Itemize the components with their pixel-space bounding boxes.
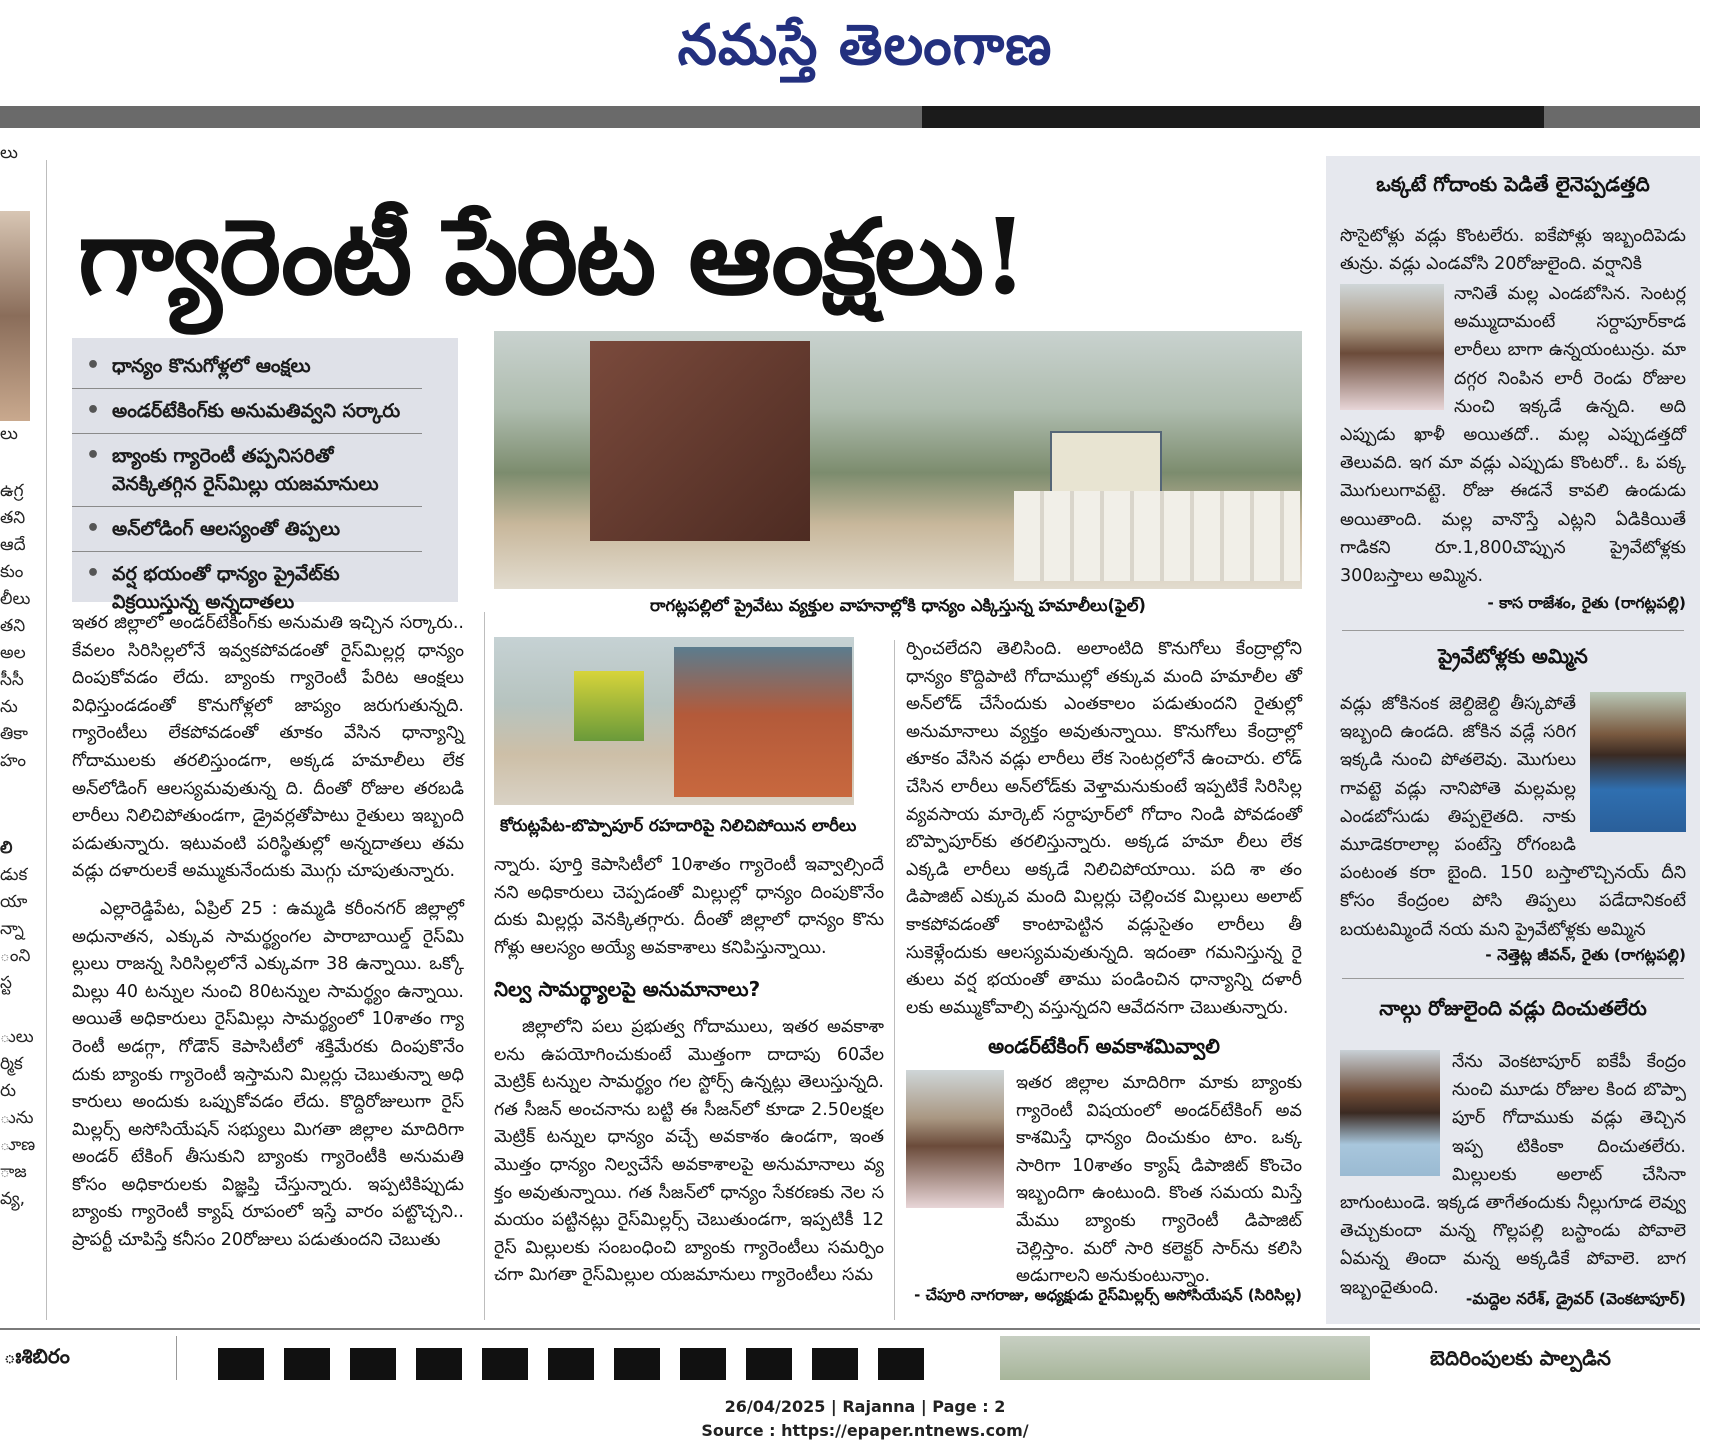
farmer-voices-sidebar (1326, 156, 1700, 1324)
left-adjacent-column (0, 140, 46, 1320)
sidebar-quote (1340, 280, 1686, 590)
photo-lorry-shape (574, 671, 644, 741)
left-column-text-line: ూణ (0, 1135, 36, 1155)
source-link[interactable]: Source : https://epaper.ntnews.com/ (701, 1421, 1029, 1440)
left-column-text-line: స్ట (0, 973, 12, 993)
sidebar-divider (1342, 978, 1684, 979)
header-bar (0, 106, 1700, 128)
left-column-text-line: అల (0, 643, 26, 663)
photo-truck-shape (590, 341, 810, 541)
masthead (0, 0, 1730, 96)
header-bar-dark-segment (922, 106, 1544, 128)
highlight-item: • వర్ష భయంతో ధాన్యం ప్రైవేట్‌కు విక్రయిస్తున్న అన్నదాతలు (72, 552, 422, 624)
sidebar-heading: ప్రైవేటోళ్లకు అమ్మిన (1438, 644, 1588, 668)
sidebar-quote-text: వడ్లు జోకినంక జెల్దిజెల్ది తీస్కపోతే ఇబ్బంది ఉండది. జోకిన వడ్లే సరిగ ఇక్కడి నుంచి పోతలెవు. మొగులు గావట్టె వడ్లు నానిపోతె మల్లమల్ల ఎండబోసుడు తిప్పలైతది. నాకు మూడెకరాలాల్ల పంటేస్తె రోగంబడి పంటంత కరా బైంది. 150 బస్తాలొచ్చినయ్ దీని కోసం కేంద్రంల పోసి తిప్పలు పడేదానికంటే బయటమ్మిందే నయ మని ప్రైవేటోళ్లకు అమ్మిన (1340, 694, 1686, 940)
newspaper-logo: నమస్తే తెలంగాణ (677, 12, 1053, 78)
article-subheading: అండర్‌టేకింగ్ అవకాశమివ్వాలి (988, 1034, 1220, 1058)
quote-signature: - చేపూరి నాగరాజు, అధ్యక్షుడు రైస్‌మిల్లర్స్ అసోసియేషన్ (సిరిసిల్ల) (914, 1286, 1302, 1304)
left-column-text-line: తని (0, 508, 26, 528)
left-column-text-line: రు (0, 1081, 16, 1101)
left-column-text-line: ును (0, 1108, 34, 1128)
photo-sacks-shape (1014, 491, 1300, 581)
next-headline-cut-shape (218, 1348, 938, 1380)
left-column-text-line: ాజ (0, 1162, 27, 1182)
epaper-footer (0, 1395, 1730, 1443)
left-column-text-line: వ్య, (0, 1189, 26, 1209)
left-column-text-line: యా (0, 892, 28, 912)
left-column-text-line: ర్మిక (0, 1054, 23, 1074)
article-subheading: నిల్వ సామర్థ్యాలపై అనుమానాలు? (494, 977, 761, 1002)
photo-stalled-lorries (494, 637, 854, 805)
left-column-text-line: న్నా (0, 919, 24, 939)
sidebar-quote (1340, 1048, 1686, 1302)
left-column-text-line: ను (0, 697, 18, 717)
article-column-2 (494, 852, 884, 1290)
column-divider (894, 640, 895, 1320)
photo-caption-lorries: కోరుట్లపేట-బొప్పాపూర్ రహదారిపై నిలిచిపోయిన లారీలు (500, 816, 857, 835)
left-column-text-line: ఉగ్ర (0, 481, 24, 501)
column-divider (46, 160, 47, 1320)
portrait-chepuri-nagaraju (906, 1070, 1004, 1208)
lead-photo-caption: రాగట్లపల్లిలో ప్రైవేటు వ్యక్తుల వాహనాల్లోకి ధాన్యం ఎక్కిస్తున్న హమాలీలు(ఫైల్) (650, 596, 1146, 615)
sidebar-signature: -మద్దెల నరేశ్, డ్రైవర్ (వెంకటాపూర్) (1465, 1290, 1686, 1308)
photo-lorry-shape (674, 647, 852, 797)
next-article-photo (1000, 1336, 1370, 1380)
highlight-item: • అండర్‌టేకింగ్‌కు అనుమతివ్వని సర్కారు (72, 389, 422, 434)
article-headline: గ్యారెంటీ పేరిట ఆంక్షలు! (78, 195, 1026, 318)
quote-nagaraju (1016, 1070, 1302, 1291)
article-column-1 (72, 610, 464, 1255)
photo-banner-shape (1050, 431, 1162, 495)
edition-info: 26/04/2025 | Rajanna | Page : 2 (724, 1397, 1006, 1416)
article-column-3 (906, 636, 1302, 1022)
next-article-fragment: బెదిరింపులకు పాల్పడిన (1430, 1346, 1611, 1370)
article-paragraph: జిల్లాలోని పలు ప్రభుత్వ గోదాములు, ఇతర అవకాశా లను ఉపయోగించుకుంటే మొత్తంగా దాదాపు 60వేల మెట్రిక్ టన్నుల సామర్థ్యం గల స్టోర్స్ ఉన్నట్లు తెలుస్తున్నది. గత సీజన్ అంచనాను బట్టి ఈ సీజన్‌లో కూడా 2.50లక్షల మెట్రిక్ టన్నుల ధాన్యం వచ్చే అవకాశం ఉండగా, ఇంత మొత్తం ధాన్యం నిల్వచేసే అవకాశాలపై అనుమానాలు వ్య క్తం అవుతున్నాయి. గత సీజన్‌లో ధాన్యం సేకరణకు నెల స మయం పట్టినట్లు రైస్‌మిల్లర్స్ చెబుతుండగా, ఇప్పటికీ 12 రైస్ మిల్లులకు సంబంధించి బ్యాంకు గ్యారెంటీలు సమర్పిం చగా మిగతా రైస్‌మిల్లుల యజమానులు గ్యారెంటీలు సమ (494, 1016, 884, 1286)
highlights-box (72, 338, 458, 613)
float-spacer (1340, 280, 1454, 420)
sidebar-divider (1342, 630, 1684, 631)
sidebar-heading: ఒక్కటే గోదాంకు పెడితే లైనెప్పడత్తది (1376, 172, 1650, 196)
float-spacer (1340, 1048, 1452, 1186)
article-paragraph: ఇతర జిల్లాలో అండర్‌టేకింగ్‌కు అనుమతి ఇచ్చిన సర్కారు.. కేవలం సిరిసిల్లలోనే ఇవ్వకపోవడంతో రైస్‌మిల్లర్ల ధాన్యం దింపుకోవడం లేదు. బ్యాంకు గ్యారెంటీ పేరిట ఆంక్షలు విధిస్తుండడంతో కొనుగోళ్లలో జాప్యం జరుగుతున్నది. గ్యారెంటీలు లేకపోవడంతో తూకం వేసిన ధాన్యాన్ని గోదాములకు తరలిస్తుండగా, అక్కడ హమాలీలు లేక అన్‌లోడింగ్ ఆలస్యమవుతున్న ది. దీంతో రోజుల తరబడి లారీలు నిలిచిపోతుండగా, డ్రైవర్లతోపాటు రైతులు ఇబ్బంది పడుతున్నారు. ఇటువంటి పరిస్థితుల్లో అన్నదాతలు తమ వడ్లు దళారులకే అమ్ముకునేందుకు మొగ్గు చూపుతున్నారు. (72, 613, 464, 882)
next-article-fragment: ఃశిబిరం (4, 1344, 70, 1368)
left-column-photo (0, 211, 30, 421)
sidebar-signature: - కాస రాజేశం, రైతు (రాగట్లపల్లి) (1487, 594, 1686, 612)
left-column-text-line: లు (0, 143, 18, 163)
sidebar-signature: - నెత్తెట్ల జీవన్, రైతు (రాగట్లపల్లి) (1485, 946, 1686, 964)
left-column-text-line: హం (0, 751, 26, 771)
left-column-text-line: ఆదే (0, 535, 26, 555)
page-bottom-rule (0, 1328, 1700, 1330)
next-articles-strip (0, 1336, 1700, 1380)
left-column-text-line: లి (0, 838, 13, 858)
article-paragraph: న్నారు. పూర్తి కెపాసిటీలో 10శాతం గ్యారెంటీ ఇవ్వాల్సిందే నని అధికారులు చెప్పడంతో మిల్లుల్లో ధాన్యం దింపుకొనేం దుకు మిల్లర్లు వెనక్కితగ్గారు. దీంతో జిల్లాలో ధాన్యం కొను గోళ్లు ఆలస్యం అయ్యే అవకాశాలు కనిపిస్తున్నాయి. (494, 855, 884, 958)
highlight-item: • ధాన్యం కొనుగోళ్లలో ఆంక్షలు (72, 344, 422, 389)
left-column-text-line: ులు (0, 1027, 34, 1047)
left-column-text-line: తని (0, 616, 26, 636)
sidebar-quote: సొసైటోళ్లు వడ్లు కొంటలేరు. ఐకేపోళ్లు ఇబ్బందిపెడు తున్రు. వడ్లు ఎండవోసి 20రోజులైంది. వర్షానికి (1340, 226, 1686, 275)
article-paragraph: ర్పించలేదని తెలిసింది. అలాంటిది కొనుగోలు కేంద్రాల్లోని ధాన్యం కొద్దిపాటి గోదాముల్లో తక్కువ మంది హమాలీల తో అన్‌లోడ్ చేసేందుకు ఎంతకాలం పడుతుందని రైతుల్లో అనుమానాలు వ్యక్తం అవుతున్నాయి. కొనుగోలు కేంద్రాల్లో తూకం వేసిన వడ్లు లారీలు లేక సెంటర్లలోనే ఉంచారు. లోడ్ చేసిన లారీలు అన్‌లోడ్‌కు వెళ్తామనుకుంటే ఇప్పటికే సిరిసిల్ల వ్యవసాయ మార్కెట్ సర్దాపూర్‌లో గోదాం నిండి పోవడంతో బొప్పాపూర్‌కు తరలిస్తున్నారు. అక్కడ హమా లీలు లేక ఎక్కడి లారీలు అక్కడే నిలిచిపోయాయి. పది శా తం డిపాజిట్ ఎక్కువ మంది మిల్లర్లు చెల్లించక మిల్లులు అలాట్ కాకపోవడంతో కాంటాపెట్టిన వడ్లుసైతం లారీలు తీ సుకెళ్లేందుకు ఆలస్యమవుతున్నది. ఇదంతా గమనిస్తున్న రై తులు వర్ష భయంతో తాము పండించిన ధాన్యాన్ని దళారీ లకు అమ్ముకోవాల్సి వస్తున్నదని ఆవేదనగా చెబుతున్నారు. (906, 639, 1302, 1018)
column-divider (484, 612, 485, 1320)
sidebar-quote-text: నానితే మల్ల ఎండబోసిన. సెంటర్ల అమ్ముదామంటే సర్దాపూర్‌కాడ లారీలు బాగా ఉన్నయంటున్రు. మా దగ్గర నింపిన లారీ రెండు రోజుల నుంచి ఇక్కడే ఉన్నది. అది ఎప్పుడు ఖాళీ అయితదో.. మల్ల ఎప్పుడత్తదో తెలువది. ఇగ మా వడ్లు ఎప్పుడు కొంటరో.. ఓ పక్క మొగులుగావట్టె. రోజు ఈడనే కావలి ఉండుడు అయితాంది. మల్ల వానొస్తే ఎట్లని ఏడికియితే గాడికని రూ.1,800చొప్పున ప్రైవేటోళ్లకు 300బస్తాలు అమ్మిన. (1340, 284, 1686, 587)
highlight-item: • అన్‌లోడింగ్ ఆలస్యంతో తిప్పలు (72, 507, 422, 552)
left-column-text-line: తికా (0, 724, 29, 744)
portrait-nettetla-jeevan (1590, 692, 1686, 832)
article-paragraph: ఇతర జిల్లాల మాదిరిగా మాకు బ్యాంకు గ్యారెంటీ విషయంలో అండర్‌టేకింగ్ అవ కాశమిస్తే ధాన్యం దించుకుం టాం. ఒక్క సారిగా 10శాతం క్యాష్ డిపాజిట్ కొంచెం ఇబ్బందిగా ఉంటుంది. కొంత సమయ మిస్తే మేము బ్యాంకు గ్యారెంటీ డిపాజిట్ చెల్లిస్తాం. మరో సారి కలెక్టర్ సార్‌ను కలిసి అడుగాలని అనుకుంటున్నాం. (1016, 1073, 1302, 1287)
left-column-text-line: కుం (0, 562, 24, 582)
left-column-text-line: ంని (0, 946, 31, 966)
highlight-item: • బ్యాంకు గ్యారెంటీ తప్పనిసరితో వెనక్కితగ్గిన రైస్‌మిల్లు యజమానులు (72, 434, 422, 507)
left-column-text-line: లీలు (0, 589, 31, 609)
lead-photo-hamalis-loading (494, 331, 1302, 589)
left-column-text-line: డుక (0, 865, 28, 885)
article-paragraph: ఎల్లారెడ్డిపేట, ఏప్రిల్ 25 : ఉమ్మడి కరీంనగర్ జిల్లాల్లో అధునాతన, ఎక్కువ సామర్థ్యంగల పారాబాయిల్డ్ రైస్‌మి ల్లులు రాజన్న సిరిసిల్లలోనే ఎక్కువగా 38 ఉన్నాయి. ఒక్కో మిల్లు 40 టన్నుల నుంచి 80టన్నుల సామర్థ్యం ఉన్నాయి. అయితే అధికారులు రైస్‌మిల్లు సామర్థ్యంలో 10శాతం గ్యా రెంటీ అడగ్గా, గోడౌన్ కెపాసిటీలో శక్తిమేరకు దింపుకొనేం దుకు బ్యాంకు గ్యారెంటీ ఇస్తామని మిల్లర్లు చెబుతున్నా అధి కారులు అందుకు ఒప్పుకోవడం లేదు. కొద్దిరోజులుగా రైస్ మిల్లర్స్ అసోసియేషన్ సభ్యులు మిగతా జిల్లాల మాదిరిగా అండర్ టేకింగ్ తీసుకుని బ్యాంకు గ్యారెంటీకి అనుమతి కోసం అధికారులకు విజ్ఞప్తి చేస్తున్నారు. ఇప్పటికిప్పుడు బ్యాంకు గ్యారెంటీ క్యాష్ రూపంలో ఇస్తే వారం పట్టొచ్చని.. ప్రాపర్టీ చూపిస్తే కనీసం 20రోజులు పడుతుందని చెబుతు (72, 898, 464, 1251)
left-column-text-line: సీసీ (0, 670, 24, 690)
sidebar-quote-text: నేను వెంకటాపూర్ ఐకేపీ కేంద్రం నుంచి మూడు రోజుల కింద బొప్పా పూర్ గోదాముకు వడ్లు తెచ్చిన ఇప్ప టికింకా దించుతలేరు. మిల్లులకు అలాట్ చేసినా బాగుంటుండె. ఇక్కడ తాగేతందుకు నీల్లుగూడ లెవ్వు తెచ్చుకుందా మన్న గొల్లపల్లి బస్టాండు పోవాలె ఏమన్న తిందా మన్న అక్కడికే పోవాలె. బాగ ఇబ్బందైతుంది. (1340, 1052, 1686, 1298)
left-column-text-line: లు (0, 424, 18, 444)
sidebar-heading: నాల్గు రోజులైంది వడ్లు దించుతలేరు (1379, 996, 1647, 1020)
column-divider (176, 1336, 177, 1380)
